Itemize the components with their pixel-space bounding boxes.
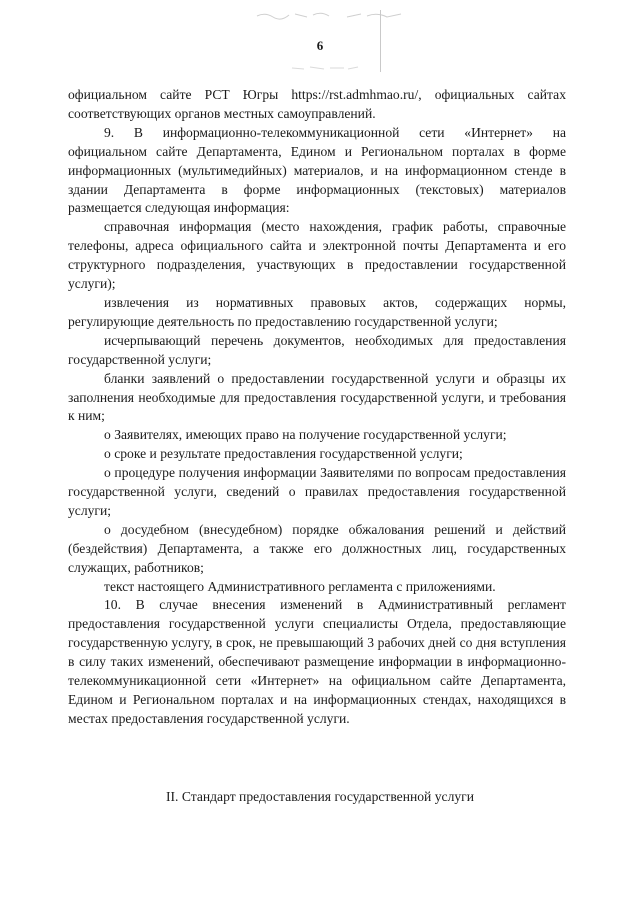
list-item: о Заявителях, имеющих право на получение государственной услуги; [104,427,507,443]
list-item: исчерпывающий перечень документов, необходимых для предоставления государственной услуги; [68,332,566,367]
scan-artifact [290,64,360,72]
page-number: 6 [316,38,324,53]
list-item: о сроке и результате предоставления государственной услуги; [104,446,463,462]
scan-artifact [255,8,405,22]
list-item: текст настоящего Административного регламента с приложениями. [104,578,496,594]
list-item: о процедуре получения информации Заявителями по вопросам предоставления государственной услуги, сведений о правилах предоставления государственной услуги; [68,465,566,518]
section-title: II. Стандарт предоставления государственной услуги [165,789,474,804]
list-item: о досудебном (внесудебном) порядке обжалования решений и действий (бездействия) Департамента, а также его должностных лиц, государственных служащих, работников; [68,521,566,575]
paragraph: 9. В информационно-телекоммуникационной сети «Интернет» на официальном сайте Департамента, Едином и Региональном порталах в форме информационных (мультимедийных) материалов, и на информационном стенде в здании Департамента в форме информационных (текстовых) материалов размещается следующая информация: [68,124,566,216]
paragraph: 10. В случае внесения изменений в Административный регламент предоставления государственной услуги специалисты Отдела, предоставляющие государственную услугу, в срок, не превышающий 3 рабочих дней со дня вступления в силу таких изменений, обеспечивают размещение информации в информационно-телекоммуникационной сети «Интернет» на официальном сайте Департамента, Едином и Региональном порталах и на информационных стендах, находящихся в местах предоставления государственной услуги. [68,597,566,726]
paragraph: официальном сайте РСТ Югры https://rst.admhmao.ru/, официальных сайтах соответствующих органов местных самоуправлений. [68,87,566,121]
list-item: извлечения из нормативных правовых актов, содержащих нормы, регулирующие деятельность по предоставлению государственной услуги; [68,294,566,329]
list-item: справочная информация (место нахождения, график работы, справочные телефоны, адреса официального сайта и электронной почты Департамента и его структурного подразделения, участвующих в предоставлении государственной услуги); [68,219,566,292]
list-item: бланки заявлений о предоставлении государственной услуги и образцы их заполнения необходимые для предоставления государственной услуги, и требования к ним; [68,370,566,424]
body-text [68,86,566,729]
